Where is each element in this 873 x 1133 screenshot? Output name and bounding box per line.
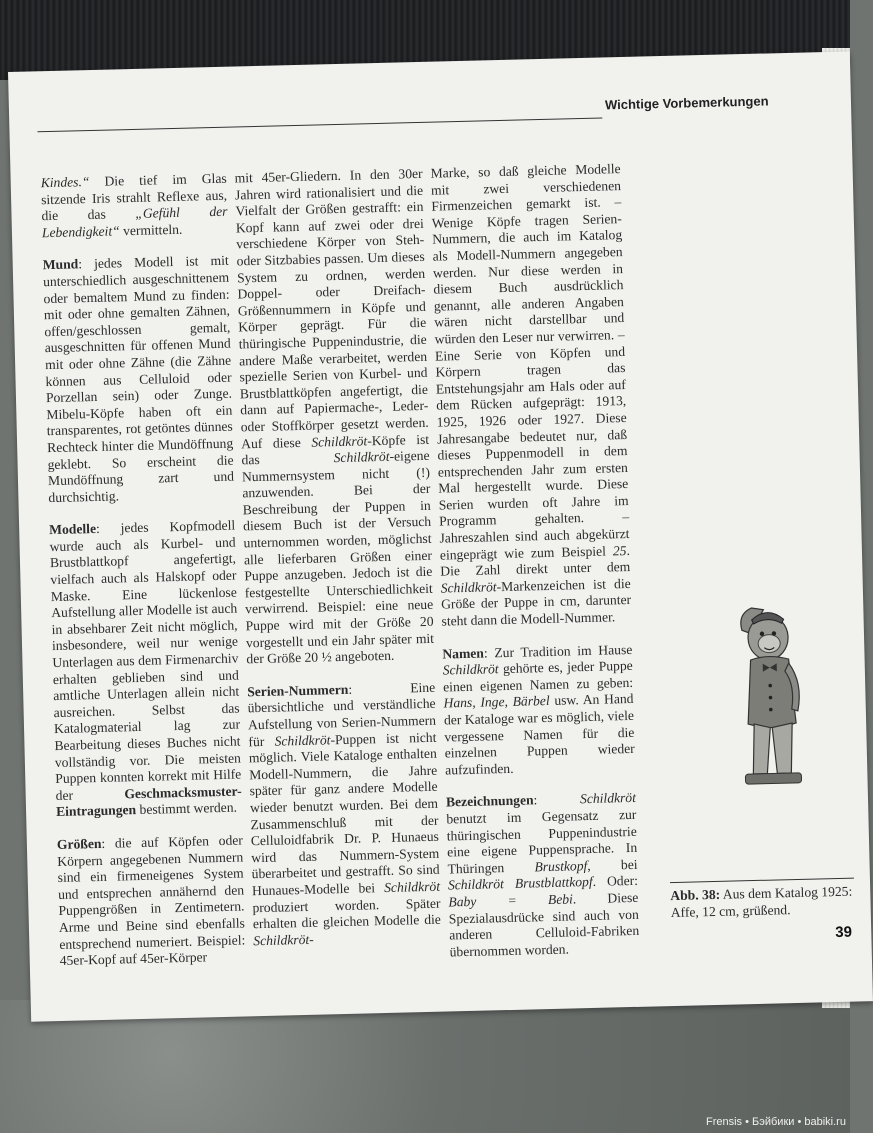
- paragraph-mund: Mund: jedes Modell ist mit unterschiedlich ausgeschnittenem oder bemaltem Mund zu finden: mit oder ohne gemalten Zähnen, offen/geschlossen gemalt, ausgeschnitten für offenen Mund mit oder ohne Zähne (die Zähne können aus Celluloid oder Porzellan sein) oder Zunge. Mibelu-Köpfe haben oft ein transparentes, rot getöntes dünnes Rechteck hinter die Mundöffnung geklebt. So erscheint die Mundöffnung zart und durchsichtig.: [42, 253, 235, 505]
- header-rule: [37, 117, 602, 132]
- watermark-text: Frensis • Бэйбики • babiki.ru: [706, 1116, 846, 1128]
- paragraph-bezeichnungen: Bezeichnungen: Schildkröt benutzt im Gegensatz zur thüringischen Puppenindustrie eine eigene Puppensprache. In Thüringen Brustkopf, bei Schildkröt Brustblattkopf. Oder: Baby = Bebi. Diese Spezialausdrücke sind auch von anderen Celluloid-Fabriken übernommen worden.: [445, 790, 640, 960]
- page-header-title: Wichtige Vorbemerkungen: [604, 93, 769, 113]
- paragraph-serien-nummern: Serien-Nummern: Eine übersichtliche und verständliche Aufstellung von Serien-Nummern für Schildkröt-Puppen ist nicht möglich. Viele Kataloge enthalten Modell-Nummern, die Jahre später für ganz andere Modelle wieder benutzt wurden. Bei dem Zusammenschluß mit der Celluloidfabrik Dr. P. Hunaeus wird das Nummern-System überarbeitet und gestrafft. So sind Hunaues-Modelle bei Schildkröt produziert worden. Später erhalten die gleichen Modelle die Schildkröt-: [247, 679, 442, 948]
- term-mund: Mund: [42, 256, 79, 273]
- term-serien-nummern: Serien-Nummern: [247, 681, 349, 700]
- term-namen: Namen: [442, 645, 485, 662]
- text-column-1: [41, 171, 247, 986]
- monkey-figure-icon: [711, 592, 826, 795]
- term-bezeichnungen: Bezeichnungen: [445, 792, 534, 810]
- text-column-3: [430, 161, 640, 977]
- paragraph-groessen: Größen: die auf Köpfen oder Körpern angegebenen Nummern sind ein firmeneigenes System und entsprechen annähernd den Puppengrößen in Zentimetern. Arme und Beine sind ebenfalls entsprechend numeriert. Beispiel: 45er-Kopf auf 45er-Körper: [56, 832, 246, 969]
- book-page: [8, 51, 873, 1021]
- caption-rule: [670, 878, 854, 883]
- paragraph-namen: Namen: Zur Tradition im Hause Schildkröt gehörte es, jeder Puppe einen eigenen Namen zu geben: Hans, Inge, Bärbel usw. An Hand der Kataloge war es möglich, viele vergessene Namen für die einzelnen Puppen wieder aufzufinden.: [442, 641, 635, 778]
- figure-caption: Abb. 38: Aus dem Katalog 1925: Affe, 12 cm, grüßend.: [670, 883, 853, 920]
- text-column-2: [234, 166, 441, 966]
- paragraph-eyes-end: Kindes.“ Die tief im Glas sitzende Iris strahlt Reflexe aus, die das „Gefühl der Lebendigkeit“ vermitteln.: [40, 170, 228, 240]
- term-modelle: Modelle: [49, 521, 97, 538]
- paragraph-serien-cont: Marke, so daß gleiche Modelle mit zwei verschiedenen Firmenzeichen gemarkt ist. – Wenige Köpfe tragen Serien-Nummern, die auch im Katalog als Modell-Nummern angegeben werden. Nur diese werden in diesem Buch ausdrücklich genannt, alle anderen Angaben wären nicht darstellbar und würden den Leser nur verwirren. – Eine Serie von Köpfen und Körpern tragen das Entstehungsjahr am Hals oder auf dem Rücken aufgeprägt: 1913, 1925, 1926 oder 1927. Diese Jahresangabe bedeutet nur, daß dieses Puppenmodell in dem entsprechenden Jahr zum ersten Mal hergestellt wurde. Diese Serien wurden oft Jahre im Programm gehalten. – Jahreszahlen sind auch abgekürzt eingeprägt wie zum Beispiel 25. Die Zahl direkt unter dem Schildkröt-Markenzeichen ist die Größe der Puppe in cm, darunter steht dann die Modell-Nummer.: [430, 161, 632, 629]
- paragraph-groessen-cont: mit 45er-Gliedern. In den 30er Jahren wird rationalisiert und die Vielfalt der Größen gestrafft: ein Kopf kann auf zwei oder drei verschiedene Körper von Steh- oder Sitzbabies passen. Um dieses System zu ordnen, werden Doppel- oder Dreifach-Größennummern in Köpfe und Körper geprägt. Für die thüringische Puppenindustrie, die andere Maße verarbeitet, werden spezielle Serien von Kurbel- und Brustblattköpfen angefertigt, die dann auf Papiermache-, Leder- oder Stoffkörper gesetzt werden. Auf diese Schildkröt-Köpfe ist das Schildkröt-eigene Nummernsystem nicht (!) anzuwenden. Bei der Beschreibung der Puppen in diesem Buch ist der Versuch unternommen worden, möglichst alle lieferbaren Größen einer Puppe anzugeben. Jedoch ist die festgestellte Unterschiedlichkeit verwirrend. Beispiel: eine neue Puppe wird mit der Größe 20 vorgestellt und ein Jahr später mit der Größe 20 ½ angeboten.: [234, 165, 435, 667]
- patterned-cloth-background: [0, 1000, 850, 1133]
- page-number: 39: [835, 923, 853, 942]
- paragraph-modelle: Modelle: jedes Kopfmodell wurde auch als Kurbel- und Brustblattkopf angefertigt, vielfach auch als Halskopf oder Maske. Eine lückenlose Aufstellung aller Modelle ist auch in absehbarer Zeit nicht möglich, insbesondere, weil nur wenige Unterlagen aus dem Firmenarchiv erhalten geblieben sind und amtliche Unterlagen allein nicht ausreichen. Selbst das Katalogmaterial lag zur Bearbeitung dieses Buches nicht vollständig vor. Die meisten Puppen konnten korrekt mit Hilfe der Geschmacksmuster-Eintragungen bestimmt werden.: [49, 517, 242, 820]
- term-groessen: Größen: [56, 835, 102, 853]
